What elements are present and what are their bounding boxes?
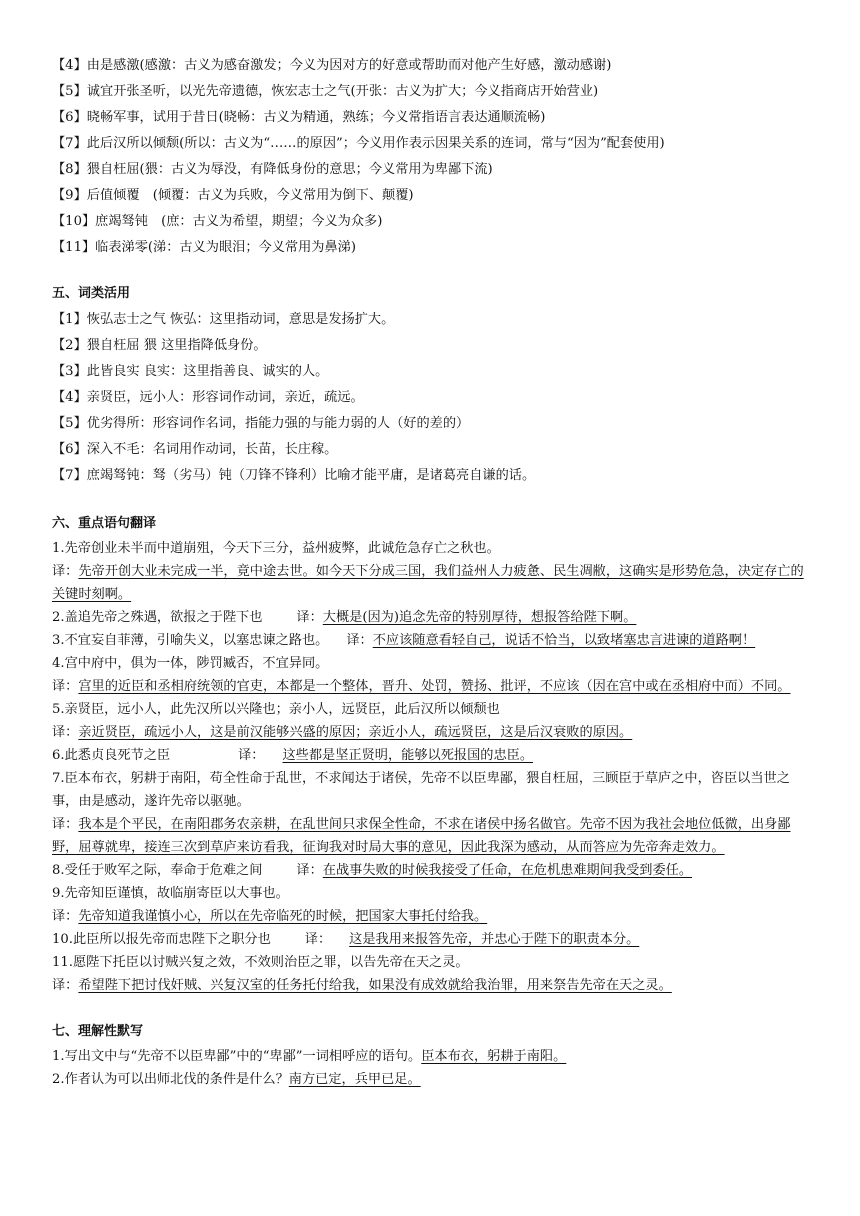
list-item: 【7】庶竭驽钝：驽（劣马）钝（刀锋不锋利）比喻才能平庸，是诸葛亮自谦的话。 [52,468,536,483]
list-item: 【9】后值倾覆 (倾覆：古义为兵败，今义常用为倒下、颠覆) [52,188,414,203]
section-word-class-usage [52,281,812,489]
translation-text: 先帝知道我谨慎小心，所以在先帝临死的时候，把国家大事托付给我。 [78,909,488,924]
sentence-translation-pair [52,606,812,629]
list-item: 【5】优劣得所：形容词作名词，指能力强的与能力弱的人（好的差的） [52,416,470,431]
translation-text: 大概是(因为)追念先帝的特别厚待，想报答给陛下啊。 [322,610,637,625]
translation-text: 这是我用来报答先帝，并忠心于陛下的职责本分。 [349,932,640,947]
list-item: 【8】猥自枉屈(猥：古义为辱没，有降低身份的意思；今义常用为卑鄙下流) [52,162,493,177]
list-item: 【7】此后汉所以倾颓(所以：古义为“……的原因”；今义用作表示因果关系的连词，常与“因为”配套使用) [52,136,665,151]
source-sentence: 4.宫中府中，俱为一体，陟罚臧否，不宜异同。 [52,656,329,671]
sentence-translation-pair [52,928,812,951]
translation-label: 译： [304,932,332,947]
translation-text: 希望陛下把讨伐奸贼、兴复汉室的任务托付给我，如果没有成效就给我治罪，用来祭告先帝在天之灵。 [78,978,672,993]
translation-label: 译： [346,633,373,648]
source-sentence: 5.亲贤臣，远小人，此先汉所以兴隆也；亲小人，远贤臣，此后汉所以倾颓也 [52,702,500,717]
source-sentence: 7.臣本布衣，躬耕于南阳，苟全性命于乱世，不求闻达于诸侯，先帝不以臣卑鄙，猥自枉屈，三顾臣于草庐之中，咨臣以当世之事，由是感动，遂许先帝以驱驰。 [52,771,790,809]
source-sentence: 8.受任于败军之际，奉命于危难之间 [52,863,263,878]
translation-text: 先帝开创大业未完成一半，竟中途去世。如今天下分成三国，我们益州人力疲惫、民生凋敝，这确实是形势危急，决定存亡的关键时刻啊。 [52,564,804,602]
list-item: 【6】深入不毛：名词用作动词，长苗，长庄稼。 [52,442,338,457]
translation-label: 译： [238,748,265,763]
translation-text: 不应该随意看轻自己，说话不恰当，以致堵塞忠言进谏的道路啊！ [372,633,756,648]
translation [52,560,812,606]
translation-label: 译： [52,817,79,832]
section-heading: 五、词类活用 [52,286,131,301]
list-item: 【1】恢弘志士之气 恢弘：这里指动词，意思是发扬扩大。 [52,312,395,327]
list-item: 【10】庶竭驽钝 (庶：古义为希望，期望；今义为众多) [52,214,383,229]
source-sentence: 6.此悉贞良死节之臣 [52,748,171,763]
translation-label: 译： [52,725,79,740]
translation [52,974,812,997]
translation [52,905,812,928]
translation-label: 译： [52,679,79,694]
question [52,1045,812,1068]
answer-text: 南方已定，兵甲已足。 [288,1072,421,1087]
sentence-translation-pair [52,744,812,767]
answer-text: 臣本布衣，躬耕于南阳。 [421,1049,567,1064]
translation-text: 宫里的近臣和丞相府统领的官吏，本都是一个整体，晋升、处罚，赞扬、批评，不应该（因在宫中或在丞相府中而）不同。 [78,679,791,694]
list-item: 【3】此皆良实 良实：这里指善良、诚实的人。 [52,364,329,379]
source-sentence: 9.先帝知臣谨慎，故临崩寄臣以大事也。 [52,886,289,901]
question-text: 1.写出文中与“先帝不以臣卑鄙”中的“卑鄙”一词相呼应的语句。 [52,1049,422,1064]
translation [52,813,812,859]
source-sentence: 2.盖追先帝之殊遇，欲报之于陛下也 [52,610,263,625]
translation-label: 译： [296,863,323,878]
document-page [52,53,812,1091]
translation-label: 译： [52,978,79,993]
translation [52,675,812,698]
section-translation [52,511,812,997]
section-heading: 六、重点语句翻译 [52,516,157,531]
source-sentence: 10.此臣所以报先帝而忠陛下之职分也 [52,932,271,947]
translation-text: 这些都是坚正贤明，能够以死报国的忠臣。 [282,748,534,763]
translation-text: 我本是个平民，在南阳郡务农亲耕，在乱世间只求保全性命，不求在诸侯中扬名做官。先帝不因为我社会地位低微，出身鄙野，屈尊就卑，接连三次到草庐来访看我，征询我对时局大事的意见，因此我深为感动，从而答应为先帝奔走效力。 [52,817,791,855]
translation-label: 译： [52,909,79,924]
list-item: 【6】晓畅军事，试用于昔日(晓畅：古义为精通，熟练；今义常指语言表达通顺流畅) [52,110,546,125]
section-heading: 七、理解性默写 [52,1024,144,1039]
section-dictation [52,1019,812,1091]
source-sentence: 1.先帝创业未半而中道崩殂，今天下三分，益州疲弊，此诚危急存亡之秋也。 [52,541,500,556]
sentence-translation-pair [52,859,812,882]
translation-text: 亲近贤臣，疏远小人，这是前汉能够兴盛的原因；亲近小人，疏远贤臣，这是后汉衰败的原因。 [78,725,633,740]
list-item: 【2】猥自枉屈 猥 这里指降低身份。 [52,338,267,353]
translation [52,721,812,744]
source-sentence: 11.愿陛下托臣以讨贼兴复之效，不效则治臣之罪，以告先帝在天之灵。 [52,955,469,970]
list-item: 【4】亲贤臣，远小人：形容词作动词，亲近，疏远。 [52,390,364,405]
question-text: 2.作者认为可以出师北伐的条件是什么？ [52,1072,289,1087]
translation-text: 在战事失败的时候我接受了任命，在危机患难期间我受到委任。 [322,863,693,878]
translation-label: 译： [52,564,79,579]
sentence-translation-pair [52,629,812,652]
ancient-modern-meaning-list [52,53,812,261]
translation-label: 译： [296,610,323,625]
question [52,1068,812,1091]
list-item: 【5】诚宜开张圣听，以光先帝遗德，恢宏志士之气(开张：古义为扩大；今义指商店开始营业) [52,84,599,99]
list-item: 【4】由是感激(感激：古义为感奋激发；今义为因对方的好意或帮助而对他产生好感，激动感谢) [52,58,612,73]
source-sentence: 3.不宜妄自菲薄，引喻失义，以塞忠谏之路也。 [52,633,329,648]
list-item: 【11】临表涕零(涕：古义为眼泪；今义常用为鼻涕) [52,240,357,255]
